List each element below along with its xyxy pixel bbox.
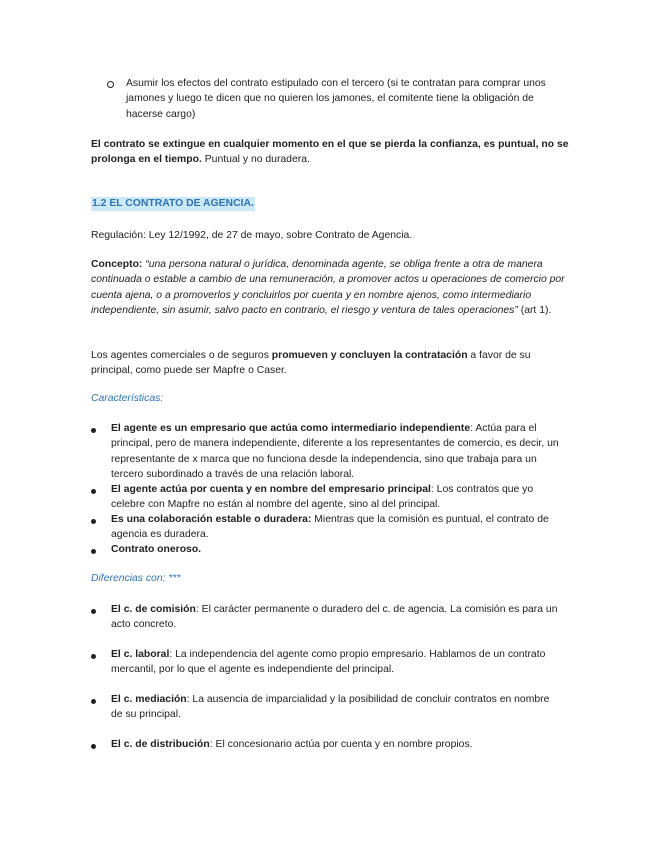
- characteristic-item: [111, 421, 559, 483]
- agents-pre: Los agentes comerciales o de seguros: [91, 350, 272, 361]
- bullet-icon: [91, 428, 96, 433]
- difference-bold: El c. de comisión: [111, 604, 196, 615]
- characteristic-bold: El agente actúa por cuenta y en nombre del empresario principal: [111, 484, 431, 495]
- hollow-bullet-icon: [107, 81, 114, 88]
- bullet-icon: [91, 549, 96, 554]
- characteristic-bold: El agente es un empresario que actúa como intermediario independiente: [111, 423, 471, 434]
- bullet-icon: [91, 654, 96, 659]
- bullet-icon: [91, 699, 96, 704]
- concept-paragraph: [91, 257, 571, 319]
- extinction-normal: Puntual y no duradera.: [201, 154, 310, 166]
- regulation-paragraph: Regulación: Ley 12/1992, de 27 de mayo, sobre Contrato de Agencia.: [91, 230, 413, 241]
- difference-item: [111, 692, 559, 723]
- difference-text: : La independencia del agente como propio empresario. Hablamos de un contrato mercantil, por lo que el agente es independiente del principal.: [111, 649, 546, 676]
- characteristic-bold: Es una colaboración estable o duradera:: [111, 514, 312, 525]
- sub-list-item: Asumir los efectos del contrato estipulado con el tercero (si te contratan para comprar unos jamones y luego te dicen que no quieren los jamones, el comitente tiene la obligación de hacerse cargo): [126, 78, 546, 120]
- difference-bold: El c. laboral: [111, 649, 170, 660]
- agents-paragraph: [91, 348, 571, 379]
- difference-bold: El c. mediación: [111, 694, 187, 705]
- concept-ref: (art 1).: [517, 305, 552, 317]
- difference-item: [111, 737, 559, 752]
- difference-bold: El c. de distribución: [111, 739, 210, 750]
- characteristic-item: [111, 512, 559, 543]
- characteristic-bold: Contrato oneroso.: [111, 544, 202, 555]
- concept-label: Concepto:: [91, 259, 143, 270]
- agents-bold: promueven y concluyen la contratación: [271, 350, 468, 361]
- characteristic-text: Mientras que la comisión es puntual, el contrato de agencia es duradera.: [111, 514, 549, 541]
- bullet-icon: [91, 519, 96, 524]
- difference-text: : El concesionario actúa por cuenta y en nombre propios.: [209, 739, 473, 750]
- bullet-icon: [91, 489, 96, 494]
- extinction-paragraph: [91, 137, 571, 168]
- bullet-icon: [91, 609, 96, 614]
- agents-post: a favor de su principal, como puede ser Mapfre o Caser.: [91, 350, 531, 377]
- difference-item: [111, 647, 559, 678]
- characteristic-item: [111, 542, 559, 557]
- difference-item: [111, 602, 559, 633]
- extinction-bold: El contrato se extingue en cualquier momento en el que se pierda la confianza, es puntual, no se prolonga en el tiempo.: [91, 139, 569, 166]
- characteristic-text: : Los contratos que yo celebre con Mapfre no están al nombre del agente, sino al del principal.: [111, 484, 534, 511]
- characteristic-item: [111, 482, 559, 513]
- characteristic-text: : Actúa para el principal, pero de manera independiente, diferente a los representantes de comercio, es decir, un representante de x marca que no funciona desde la independencia, sino que trabaja para un tercero subordinado a través de una relación laboral.: [111, 423, 559, 481]
- differences-label: Diferencias con: ***: [91, 573, 181, 584]
- concept-quote: “una persona natural o jurídica, denominada agente, se obliga frente a otra de manera continuada o estable a cambio de una remuneración, a promover actos u operaciones de comercio por cuenta ajena, o a promoverlos y concluirlos por cuenta y en nombre ajenos, como intermediario independiente, sin asumir, salvo pacto en contrario, el riesgo y ventura de tales operaciones”: [91, 259, 565, 317]
- bullet-icon: [91, 744, 96, 749]
- difference-text: : La ausencia de imparcialidad y la posibilidad de concluir contratos en nombre de su principal.: [111, 694, 550, 721]
- difference-text: : El carácter permanente o duradero del c. de agencia. La comisión es para un acto concreto.: [111, 604, 558, 631]
- characteristics-label: Características:: [91, 393, 164, 404]
- section-heading: 1.2 EL CONTRATO DE AGENCIA.: [92, 198, 254, 209]
